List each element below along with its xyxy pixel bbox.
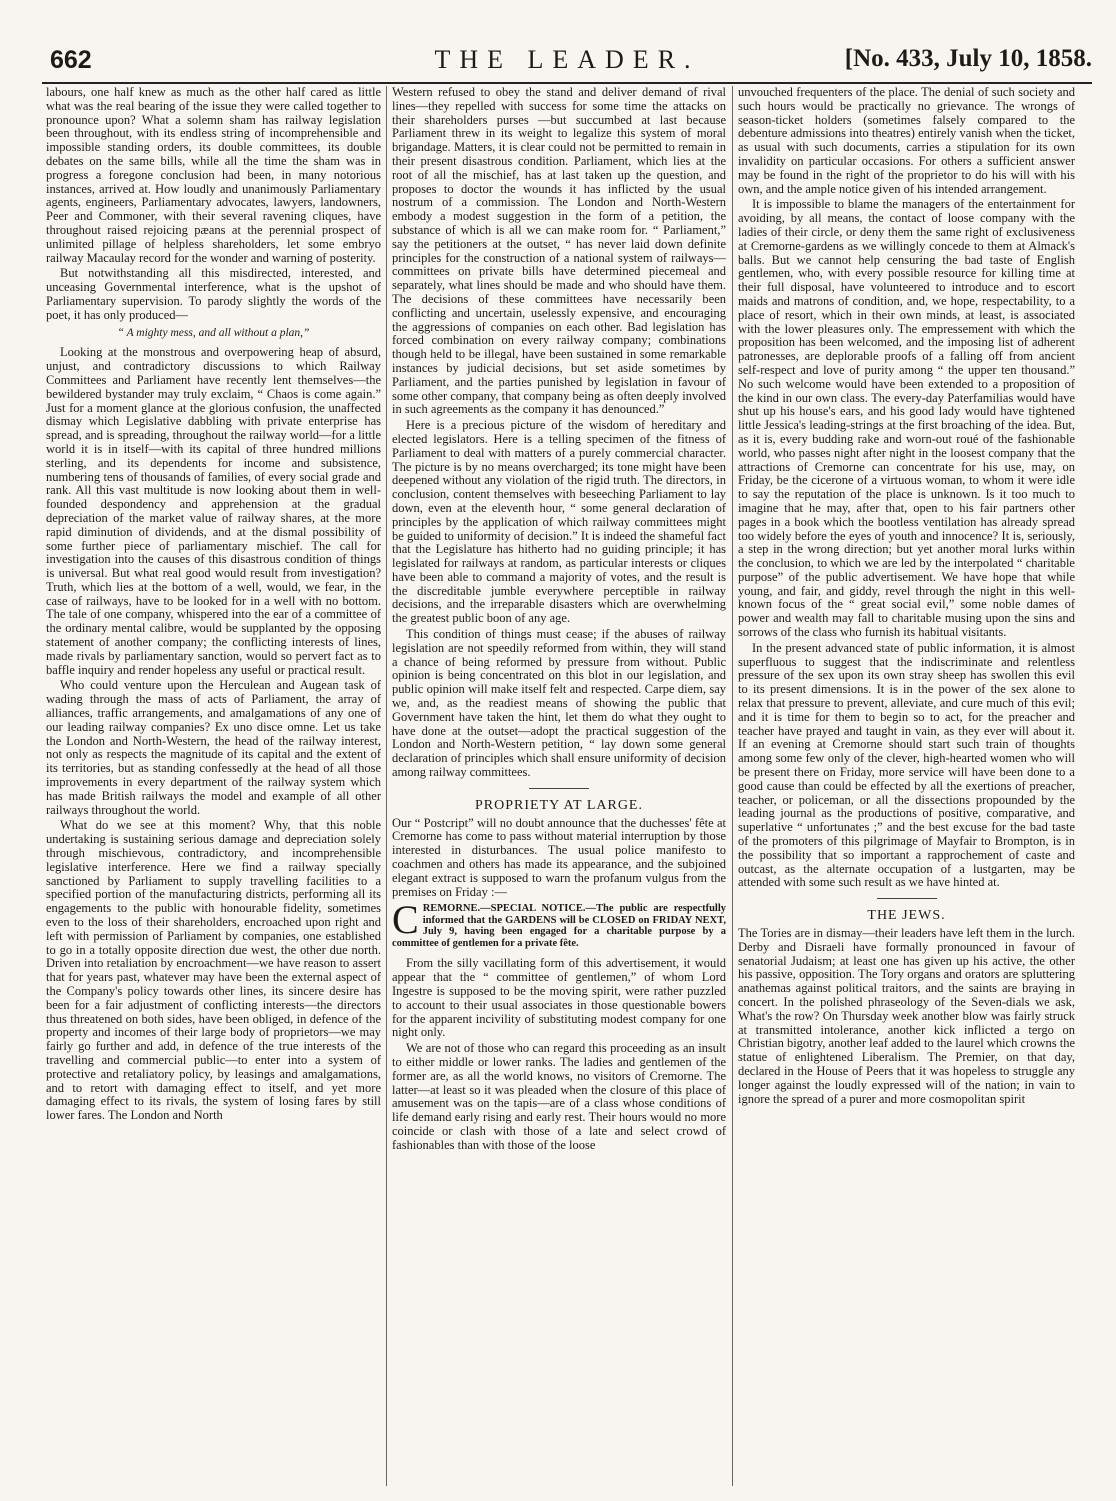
article-paragraph: But notwithstanding all this misdirected, interested, and unceasing Governmental interference, what is the upshot of Parliamentary supervision. To parody slightly the words of the poet, it has only produced— xyxy=(46,266,381,322)
column-2 xyxy=(392,86,726,1486)
column-3 xyxy=(738,86,1075,1486)
article-paragraph: In the present advanced state of public information, it is almost superfluous to suggest that the indiscriminate and relentless pressure of the sex upon its own stray sheep has swollen this evil to its present dimensions. It is in the power of the sex alone to relax that pressure to prevent, alleviate, and cure much of this evil; and it is time for them to begin so to act, for the preacher and teacher have prayed and taught in vain, as they ever will about it. If an evening at Cremorne should start such train of thoughts among some few only of the clever, high-hearted women who will be present there on Friday, more service will have been done to a good cause than could be effected by all the exertions of preacher, teacher, or policeman, or all the dissections propounded by the leading journal as the productions of positive, comparative, and superlative “ unfortunates ;” and the best excuse for the bad taste of the promoters of this pilgrimage of Mayfair to Brompton, is in the possibility that so important a rapprochement of caste and outcast, as the alternate occupation of a lustgarten, may be attended with some such result as we have hinted at. xyxy=(738,640,1075,890)
section-title-propriety: PROPRIETY AT LARGE. xyxy=(475,797,643,813)
cremorne-notice xyxy=(392,897,726,949)
page-number: 662 xyxy=(50,46,92,74)
article-paragraph: labours, one half knew as much as the other half cared as little what was the real bearing of the issue they were called together to pronounce upon? What a solemn sham has railway legislation been throughout, with its endless string of incomprehensible and impossible standing orders, its double committees, its double debates on the same bills, while all the time the sham was in progress a foregone conclusion had been, in many notorious instances, arrived at. How loudly and unanimously Parliamentary agents, engineers, Parliamentary advocates, lawyers, landowners, Peer and Commoner, with their several ravening cliques, have throughout raised rejoicing pæans at the perennial prospect of unlimited pillage of helpless shareholders, let some embryo railway Macaulay record for the wonder and warning of posterity. xyxy=(46,86,381,265)
article-paragraph: Here is a precious picture of the wisdom of hereditary and elected legislators. Here is a telling specimen of the fitness of Parliament to deal with matters of a purely commercial character. The picture is by no means overcharged; its tone might have been deepened without any violation of the rigid truth. The directors, in conclusion, content themselves with beseeching Parliament to lay down, even at the eleventh hour, “ some general declaration of principles by the application of which railway committees might be guided to uniformity of decision.” It is indeed the shameful fact that the Legislature has hitherto had no guiding principle; it has legislated for railways at random, as particular interests or cliques have been able to command a majority of votes, and the result is the discreditable jumble everywhere perceptible in railway decisions, and the irreparable disasters which are overwhelming the greatest public boon of any age. xyxy=(392,418,726,626)
section-divider xyxy=(877,898,937,899)
article-paragraph: Looking at the monstrous and overpowering heap of absurd, unjust, and contradictory discussions to which Railway Committees and Parliament have recently lent themselves—the bewildered bystander may truly exclaim, “ Chaos is come again.” Just for a moment glance at the glorious confusion, the unaffected dismay which Legislative dabbling with private enterprise has spread, and is spreading, throughout the railway world—for a little world it is in itself—with its capital of three hundred millions sterling, and its dependents for income and subsistence, numbering tens of thousands of families, of every social grade and rank. All this vast multitude is now looking about them in well-founded despondency and apprehension at the gradual depreciation of the market value of railway shares, at the more rapid diminution of dividends, and at the dismal possibility of some further piece of parliamentary mischief. The call for investigation into the causes of this disastrous condition of things is universal. But what real good would result from investigation? Truth, which lies at the bottom of a well, would, we fear, in the case of railways, have to be looked for in a well with no bottom. The tale of one company, whispered into the ear of a committee of the ordinary mental calibre, would be supplanted by the opposing statement of another company; the conflicting interests of lines, made rivals by parliamentary sanction, would so pervert fact as to baffle inquiry and render hopeless any useful or practical result. xyxy=(46,345,381,677)
article-paragraph: Western refused to obey the stand and deliver demand of rival lines—they repelled with success for some time the attacks on their shareholders purses —but succumbed at last because Parliament threw in its weight to legalize this system of moral brigandage. Matters, it is clear could not be permitted to remain in their present disastrous condition. Parliament, which lies at the root of all the mischief, has at last taken up the question, and proposes to doctor the wounds it has inflicted by the usual nostrum of a commission. The London and North-Western embody a modest suggestion in the form of a petition, the substance of which is all we can make room for. “ Parliament,” say the petitioners at the outset, “ has never laid down definite principles for the construction of a national system of railways—committees on private bills have determined piecemeal and separately, what lines should be made and who should have them. The decisions of these committees have necessarily been conflicting and uncertain, uselessly expensive, and encouraging the aggressions of companies on each other. Bad legislation has forced combination on every railway company; combinations though held to be illegal, have been sustained in some remarkable instances by judicial decisions, but set aside sometimes by Parliament, and the parties punished by legislation in favour of some other company, that company being as often deeply involved in such agreements as the company it has denounced.” xyxy=(392,86,726,417)
newspaper-title: THE LEADER. xyxy=(434,45,700,74)
column-rule-1 xyxy=(386,86,387,1486)
article-paragraph: It is impossible to blame the managers of the entertainment for avoiding, by all means, the contact of loose company with the ladies of their circle, or deny them the same right of exclusiveness at Cremorne-gardens as we willingly concede to them at Almack's balls. But we cannot help censuring the bad taste of English gentlemen, who, with every possible resource for killing time at their full disposal, have volunteered to introduce and to escort maids and matrons of condition, and, we hope, respectability, to a place of resort, which in their own minds, at least, is associated with the lower pleasures only. The empressement with which the proposition has been welcomed, and the imposing list of adherent patronesses, are deplorable proofs of a falling off from ancient self-respect and love of purity among “ the upper ten thousand.” No such welcome would have been extended to a proposition of the kind in our own class. The every-day Paterfamilias would have shut up his house's ears, and his good lady would have tightened little Jessica's leading-strings at the first broaching of the idea. But, as it is, every budding rake and worn-out roué of the fashionable world, who passes night after night in the loosest company that the attractions of Cremorne can concentrate for his use, may, on Friday, be the cicerone of a virtuous woman, to whom it were idle to say the reputation of the place is unknown. Is it too much to imagine that he may, after that, open to his fair partners other pages in a book which the bootless ventilation has already spread too widely before the eyes of youth and innocence? It is, seriously, a step in the wrong direction; but yet another moral lurks within the conclusion, to which we are led by the interpolated “ charitable purpose” of the public advertisement. We have hope that while young, and fair, and giddy, revel through the night in this well-known focus of the “ great social evil,” some noble dames of power and wealth may fall to charitable musing upon the sins and sorrows of the class who furnish its habitual visitants. xyxy=(738,197,1075,640)
section-title-jews: THE JEWS. xyxy=(867,908,946,924)
article-paragraph: unvouched frequenters of the place. The denial of such society and such hours would be practically no grievance. The wrongs of season-ticket holders (sometimes falsely compared to the debenture admissions into theatres) entirely vanish when the ticket, as usual with such documents, carries a stipulation for its own invalidity on particular occasions. For others a sufficient answer may be found in the right of the proprietor to do his will with his own, and the ample notice given of his intended arrangement. xyxy=(738,86,1075,196)
issue-info: [No. 433, July 10, 1858. xyxy=(844,45,1092,72)
article-paragraph: Our “ Postcript” will no doubt announce that the duchesses' fête at Cremorne has come to pass without material interruption by those interested in disturbances. The usual police manifesto to coachmen and others has made its appearance, and the subjoined elegant extract is supposed to warn the profanum vulgus from the premises on Friday :— xyxy=(392,815,726,899)
article-paragraph: From the silly vacillating form of this advertisement, it would appear that the “ committee of gentlemen,” of whom Lord Ingestre is supposed to be the moving spirit, were rather puzzled to account to their usual associates in those questionable bowers for the apparent incivility of substituting modest company for one night only. xyxy=(392,956,726,1040)
article-paragraph: The Tories are in dismay—their leaders have left them in the lurch. Derby and Disraeli have formally pronounced in favour of senatorial Judaism; at least one has given up his active, the other his passive, opposition. The Tory organs and orators are spluttering anathemas against political traitors, and the saints are braying in concert. In the polished phraseology of the Seven-dials we ask, What's the row? On Thursday week another blow was fairly struck at transmitted intolerance, another kick inflicted a tergo on Christian bigotry, another leaf added to the laurel which crowns the statue of enlightened Liberalism. The Premier, on that day, declared in the House of Peers that it was hopeless to struggle any longer against the loudly expressed will of the nation; in vain to ignore the spread of a purer and more cosmopolitan spirit xyxy=(738,926,1075,1106)
column-rule-2 xyxy=(732,86,733,1486)
verse-quote: “ A mighty mess, and all without a plan,” xyxy=(117,326,310,339)
article-paragraph: This condition of things must cease; if the abuses of railway legislation are not speedily reformed from within, they will stand a chance of being reformed by pressure from without. Public opinion is being concentrated on this blot in our legislation, and public opinion will make itself felt and respected. Carpe diem, say we, and, as the readiest means of showing the public that Government have taken the hint, let them do what they ought to have done at the outset—adopt the practical suggestion of the London and North-Western petition, “ lay down some general declaration of principles which shall ensure uniformity of decision among railway committees. xyxy=(392,627,726,780)
page-header xyxy=(42,42,1092,84)
article-paragraph: We are not of those who can regard this proceeding as an insult to either middle or lower ranks. The ladies and gentlemen of the former are, as all the world knows, no visitors of Cremorne. The latter—at least so it was pleaded when the closure of this place of amusement was on the tapis—are of a class whose conditions of life demand early rising and early rest. Their hours would no more coincide or clash with those of a late and select crowd of fashionables than with those of the loose xyxy=(392,1041,726,1152)
article-paragraph: What do we see at this moment? Why, that this noble undertaking is sustaining serious damage and depreciation solely through mischievous, contradictory, and incomprehensible legislative interference. Here we find a railway specially sanctioned by Parliament to supply travelling facilities to a specified portion of the manufacturing districts, performing all its engagements to the public with honourable fidelity, sometimes even to the loss of their shareholders, encroached upon right and left with permission of Parliament by companies, one established to go in a totally opposite direction due west, the other due north. Driven into retaliation by encroachment—we have reason to assert that for years past, whatever may have been the external aspect of the Company's policy towards other lines, its sincere desire has been for a fair adjustment of conflicting interests—the directors thus threatened on both sides, have been obliged, in defence of the property and incomes of their large body of proprietors—we may fairly go further and add, in defence of the true interests of the travelling and commercial public—to enter into a system of protective and retaliatory policy, by leasings and amalgamations, and to retort with damaging effect to itself, and yet more damaging effect to its rivals, the system of losing fares by still lower fares. The London and North xyxy=(46,818,381,1123)
column-1 xyxy=(46,86,381,1486)
notice-text: REMORNE.—SPECIAL NOTICE.—The public are respectfully informed that the GARDENS will be CLOSED on FRIDAY NEXT, July 9, having been engaged for a charitable purpose by a committee of gentlemen for a private fête. xyxy=(392,903,726,949)
notice-drop-cap: C xyxy=(392,897,419,943)
article-paragraph: Who could venture upon the Herculean and Augean task of wading through the mass of acts of Parliament, the array of alliances, traffic arrangements, and amalgamations of any one of our leading railway companies? Ex uno disce omne. Let us take the London and North-Western, the head of the railway interest, not only as respects the magnitude of its capital and the extent of its territories, but as standing confessedly at the head of all those improvements in every department of the railway system which has made British railways the model and example of all other railways throughout the world. xyxy=(46,678,381,817)
section-divider xyxy=(529,788,589,789)
